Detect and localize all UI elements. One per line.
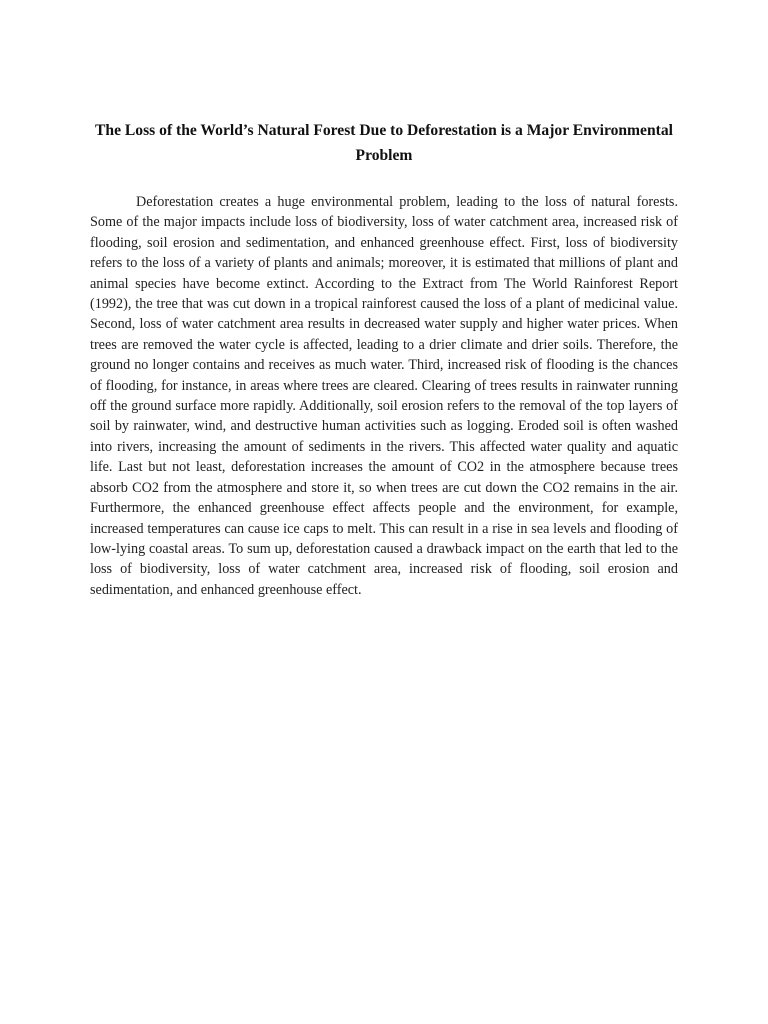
document-title: The Loss of the World’s Natural Forest Due to Deforestation is a Major Environmental Problem bbox=[95, 122, 673, 164]
body-paragraph: Deforestation creates a huge environmental problem, leading to the loss of natural forests. Some of the major impacts include loss of biodiversity, loss of water catchment area, increased risk of flooding, soil erosion and sedimentation, and enhanced greenhouse effect. First, loss of biodiversity refers to the loss of a variety of plants and animals; moreover, it is estimated that millions of plant and animal species have become extinct. According to the Extract from The World Rainforest Report (1992), the tree that was cut down in a tropical rainforest caused the loss of a plant of medicinal value. Second, loss of water catchment area results in decreased water supply and higher water prices. When trees are removed the water cycle is affected, leading to a drier climate and drier soils. Therefore, the ground no longer contains and receives as much water. Third, increased risk of flooding is the chances of flooding, for instance, in areas where trees are cleared. Clearing of trees results in rainwater running off the ground surface more rapidly. Additionally, soil erosion refers to the removal of the top layers of soil by rainwater, wind, and destructive human activities such as logging. Eroded soil is often washed into rivers, increasing the amount of sediments in the rivers. This affected water quality and aquatic life. Last but not least, deforestation increases the amount of CO2 in the atmosphere because trees absorb CO2 from the atmosphere and store it, so when trees are cut down the CO2 remains in the air. Furthermore, the enhanced greenhouse effect affects people and the environment, for example, increased temperatures can cause ice caps to melt. This can result in a rise in sea levels and flooding of low-lying coastal areas. To sum up, deforestation caused a drawback impact on the earth that led to the loss of biodiversity, loss of water catchment area, increased risk of flooding, soil erosion and sedimentation, and enhanced greenhouse effect. bbox=[90, 194, 678, 598]
